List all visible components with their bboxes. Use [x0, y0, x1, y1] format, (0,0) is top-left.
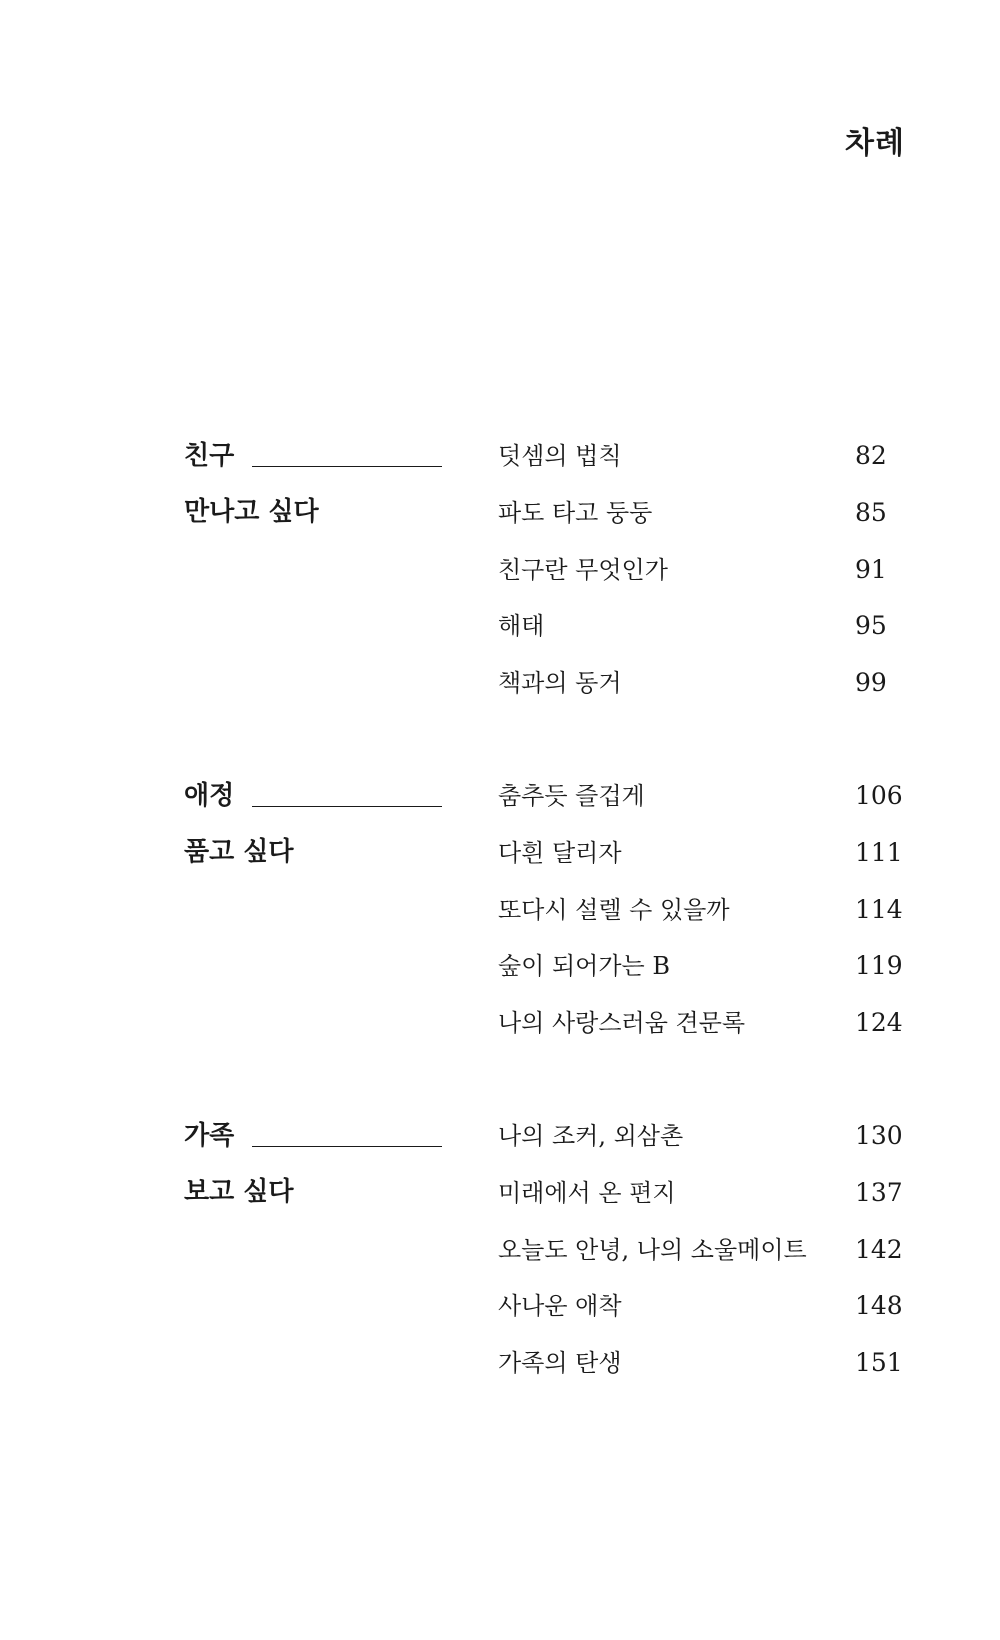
- entry-title: 미래에서 온 편지: [498, 1178, 676, 1207]
- toc-entry[interactable]: [498, 1335, 903, 1392]
- toc-entry[interactable]: [498, 995, 903, 1052]
- entry-page-number: 124: [855, 1008, 903, 1037]
- toc-section-friends: [0, 428, 1000, 697]
- entry-page-number: 151: [855, 1348, 903, 1377]
- page-title: 차례: [845, 126, 905, 161]
- toc-entry[interactable]: [498, 485, 898, 542]
- entry-page-number: 85: [855, 497, 887, 527]
- section-subtitle: 보고 싶다: [184, 1177, 294, 1207]
- section-title: 친구: [184, 441, 235, 471]
- entry-title: 나의 사랑스러움 견문록: [498, 1009, 746, 1037]
- entry-list: [498, 768, 903, 1052]
- entry-title: 덧셈의 법칙: [498, 442, 622, 470]
- entry-title: 숲이 되어가는 B: [498, 952, 670, 981]
- entry-page-number: 130: [855, 1121, 903, 1150]
- entry-title: 춤추듯 즐겁게: [498, 782, 645, 810]
- entry-title: 해태: [498, 612, 545, 641]
- entry-page-number: 119: [855, 951, 903, 981]
- entry-page-number: 137: [855, 1177, 903, 1207]
- entry-page-number: 106: [855, 781, 903, 810]
- toc-entry[interactable]: [498, 1165, 903, 1222]
- entry-title: 나의 조커, 외삼촌: [498, 1122, 684, 1150]
- heading-rule: [252, 1146, 442, 1147]
- entry-title: 파도 타고 둥둥: [498, 498, 653, 527]
- section-title: 애정: [184, 781, 235, 811]
- entry-title: 책과의 동거: [498, 669, 622, 697]
- table-of-contents: [0, 428, 1000, 1448]
- toc-section-affection: [0, 768, 1000, 1037]
- toc-entry[interactable]: [498, 768, 903, 825]
- heading-rule: [252, 806, 442, 807]
- section-heading: [184, 768, 442, 880]
- entry-page-number: 148: [855, 1291, 903, 1321]
- toc-entry[interactable]: [498, 1222, 903, 1279]
- entry-title: 가족의 탄생: [498, 1349, 622, 1377]
- toc-entry[interactable]: [498, 598, 898, 655]
- entry-list: [498, 428, 898, 712]
- entry-title: 다흰 달리자: [498, 838, 622, 867]
- toc-entry[interactable]: [498, 655, 898, 712]
- entry-list: [498, 1108, 903, 1392]
- section-heading: [184, 1108, 442, 1220]
- toc-entry[interactable]: [498, 428, 898, 485]
- toc-section-family: [0, 1108, 1000, 1377]
- section-heading: [184, 428, 442, 540]
- toc-entry[interactable]: [498, 882, 903, 939]
- entry-title: 친구란 무엇인가: [498, 555, 668, 584]
- entry-page-number: 91: [855, 554, 887, 584]
- entry-page-number: 111: [855, 837, 903, 867]
- entry-page-number: 82: [855, 441, 887, 470]
- entry-page-number: 99: [855, 668, 887, 697]
- section-subtitle: 품고 싶다: [184, 837, 294, 867]
- section-subtitle: 만나고 싶다: [184, 497, 319, 527]
- entry-title: 오늘도 안녕, 나의 소울메이트: [498, 1235, 807, 1264]
- section-title: 가족: [184, 1121, 235, 1151]
- entry-page-number: 142: [855, 1234, 903, 1264]
- entry-page-number: 95: [855, 611, 887, 641]
- toc-entry[interactable]: [498, 938, 903, 995]
- toc-entry[interactable]: [498, 1108, 903, 1165]
- toc-entry[interactable]: [498, 1278, 903, 1335]
- heading-rule: [252, 466, 442, 467]
- entry-title: 또다시 설렐 수 있을까: [498, 895, 730, 924]
- entry-page-number: 114: [855, 894, 903, 924]
- toc-entry[interactable]: [498, 825, 903, 882]
- toc-entry[interactable]: [498, 542, 898, 599]
- entry-title: 사나운 애착: [498, 1292, 622, 1321]
